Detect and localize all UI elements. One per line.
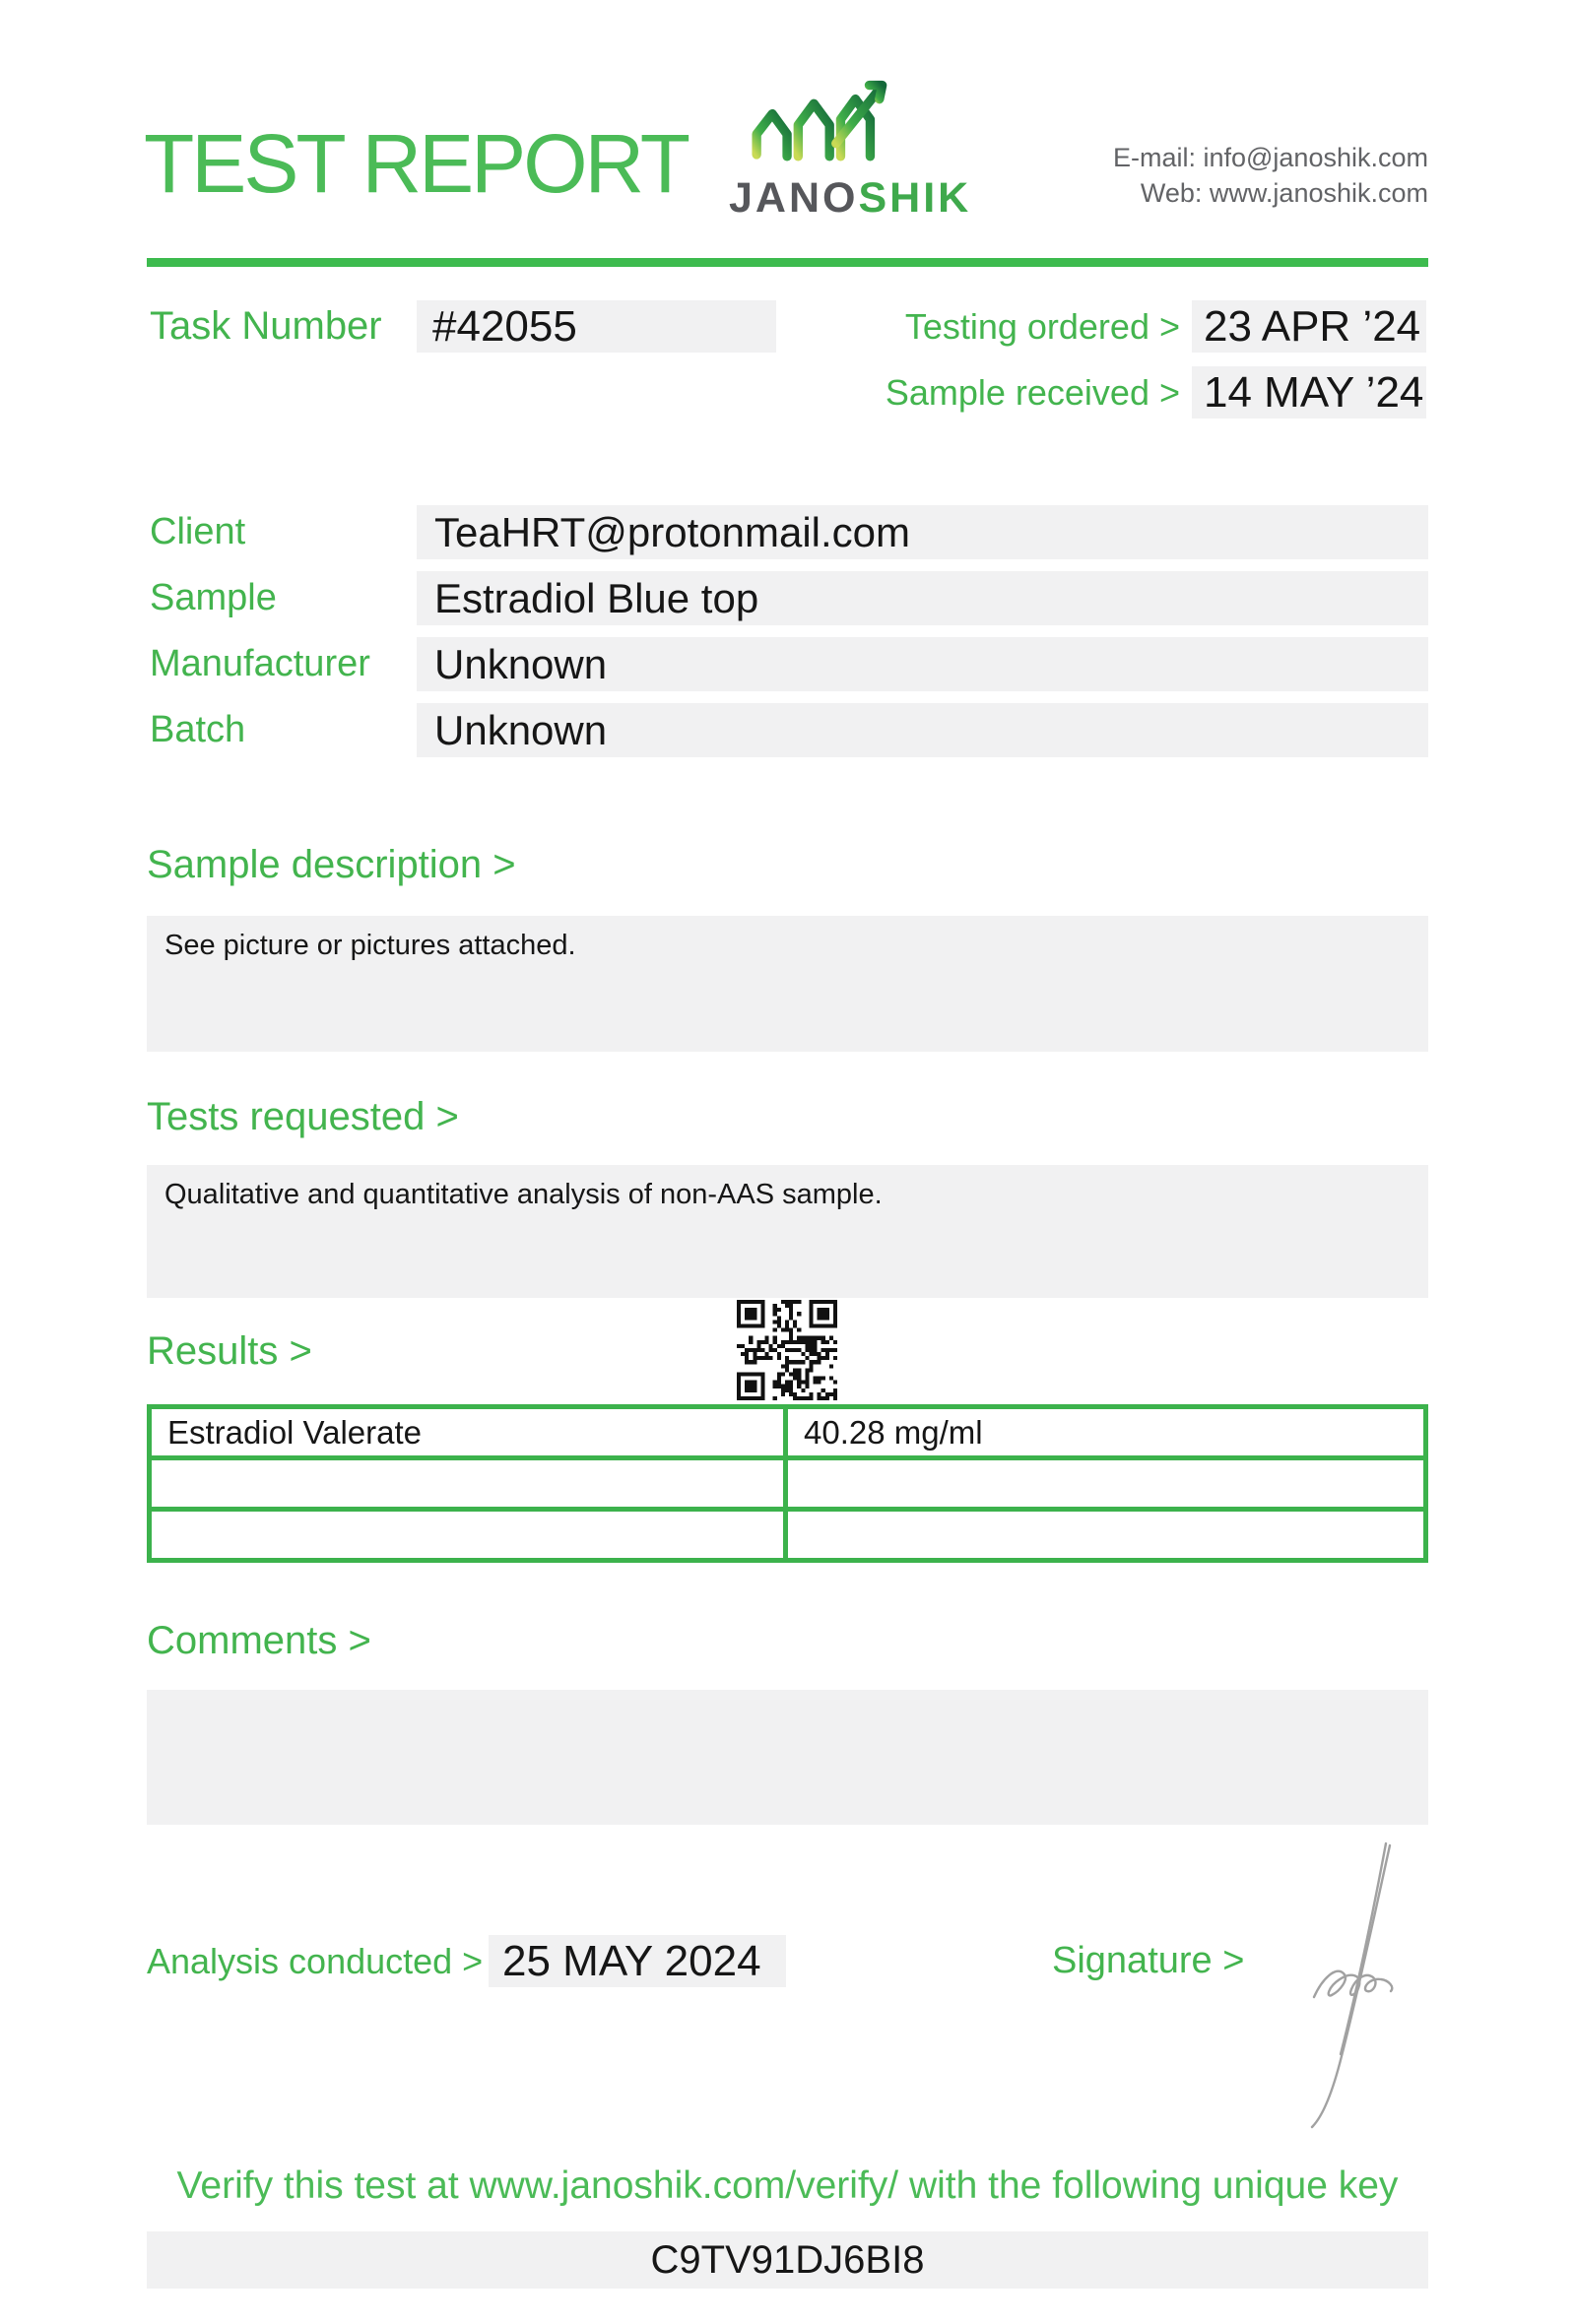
page-title: TEST REPORT <box>144 117 689 210</box>
result-concentration <box>786 1510 1426 1561</box>
analysis-conducted-label: Analysis conducted > <box>147 1940 484 1981</box>
result-substance <box>150 1510 786 1561</box>
result-concentration <box>786 1458 1426 1510</box>
sample-description-text: See picture or pictures attached. <box>164 930 576 961</box>
comments-box <box>147 1690 1428 1825</box>
sample-label: Sample <box>150 577 277 618</box>
contact-web: Web: www.janoshik.com <box>1140 178 1428 208</box>
task-number-label: Task Number <box>150 304 382 348</box>
client-value <box>417 505 1428 559</box>
analysis-date-value <box>489 1935 786 1987</box>
header-divider <box>147 258 1428 267</box>
tests-requested-box <box>147 1165 1428 1298</box>
unique-key-text: C9TV91DJ6BI8 <box>650 2237 925 2282</box>
logo-text-shik: SHIK <box>858 174 972 222</box>
task-number-text: #42055 <box>432 301 577 351</box>
result-substance <box>150 1458 786 1510</box>
sample-received-label: Sample received > <box>885 371 1180 413</box>
growth-chart-icon <box>744 155 891 171</box>
sample-description-heading: Sample description > <box>147 843 516 886</box>
sample-text: Estradiol Blue top <box>434 574 759 621</box>
table-row <box>150 1510 1426 1561</box>
manufacturer-value <box>417 637 1428 691</box>
signature <box>1249 1838 1421 2138</box>
logo-wordmark <box>729 174 972 223</box>
qr-code <box>737 1300 837 1400</box>
analysis-date-text: 25 MAY 2024 <box>502 1936 761 1985</box>
manufacturer-label: Manufacturer <box>150 643 370 684</box>
contact-info <box>1113 140 1428 211</box>
results-table <box>147 1404 1428 1563</box>
contact-email: E-mail: info@janoshik.com <box>1112 143 1428 172</box>
logo-text-jano: JANO <box>729 174 859 222</box>
unique-key-box <box>147 2231 1428 2289</box>
batch-text: Unknown <box>434 706 608 753</box>
batch-value <box>417 703 1428 757</box>
testing-ordered-date: 23 APR ’24 <box>1204 301 1421 351</box>
batch-label: Batch <box>150 709 246 750</box>
results-heading: Results > <box>147 1329 312 1373</box>
signature-label: Signature > <box>1052 1940 1245 1981</box>
sample-received-value <box>1192 366 1426 419</box>
tests-requested-text: Qualitative and quantitative analysis of non-AAS sample. <box>164 1179 883 1210</box>
table-row <box>150 1458 1426 1510</box>
manufacturer-text: Unknown <box>434 640 608 687</box>
result-concentration: 40.28 mg/ml <box>786 1407 1426 1458</box>
testing-ordered-label: Testing ordered > <box>904 305 1180 347</box>
client-text: TeaHRT@protonmail.com <box>434 508 911 555</box>
sample-value <box>417 571 1428 625</box>
verify-instruction: Verify this test at www.janoshik.com/verify/ with the following unique key <box>176 2164 1399 2207</box>
tests-requested-heading: Tests requested > <box>147 1095 459 1138</box>
task-number-value <box>417 300 776 353</box>
sample-description-box <box>147 916 1428 1052</box>
comments-heading: Comments > <box>147 1619 371 1662</box>
result-substance: Estradiol Valerate <box>150 1407 786 1458</box>
janoshik-logo <box>729 79 972 223</box>
testing-ordered-value <box>1192 300 1426 353</box>
table-row <box>150 1407 1426 1458</box>
sample-received-date: 14 MAY ’24 <box>1204 367 1424 417</box>
client-label: Client <box>150 511 246 552</box>
